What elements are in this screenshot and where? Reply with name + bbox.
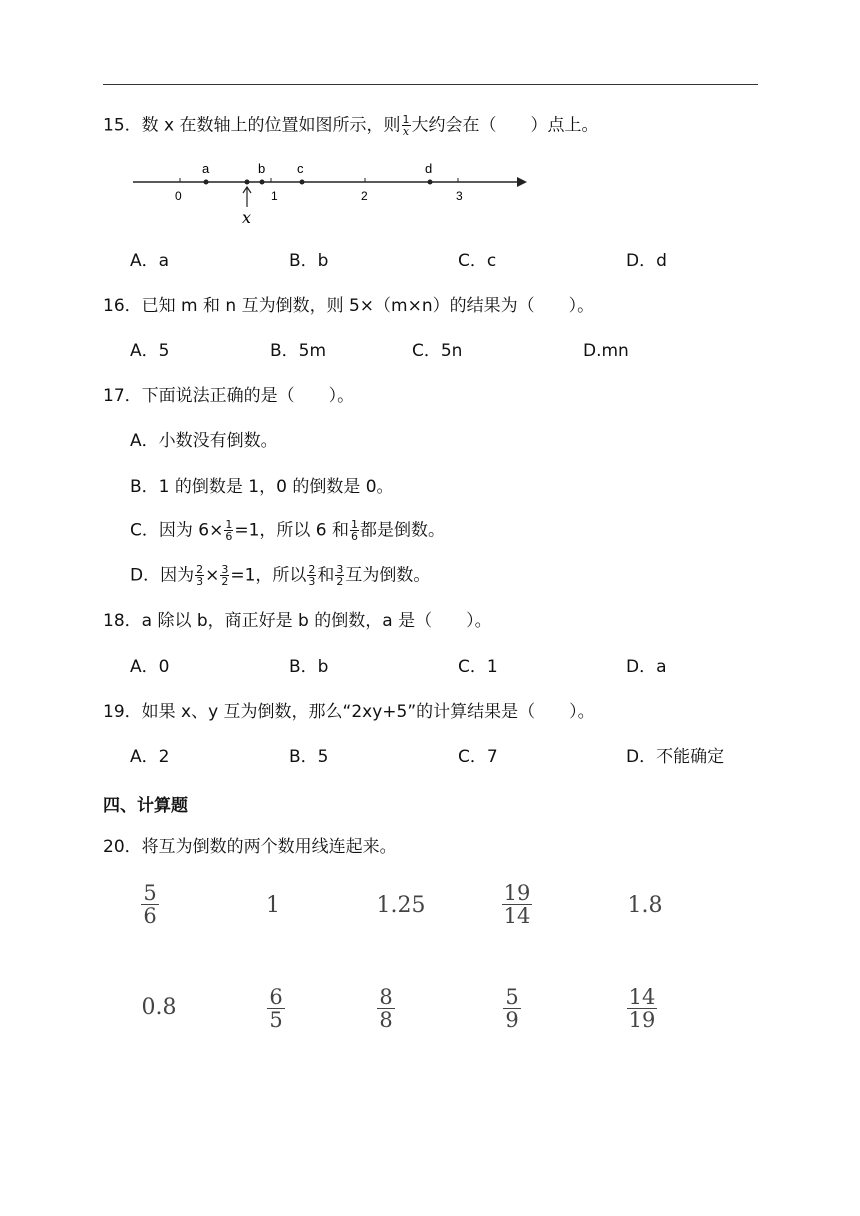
q17-option-c: C．因为 6× $\frac{1}{6}$ =1，所以 6 和 $\frac{1}{6}$ 都是倒数。 <box>130 518 446 543</box>
point-label-d: d <box>425 161 433 176</box>
q15-option-a: A．a <box>130 251 170 271</box>
question-15 <box>103 114 599 137</box>
q15-option-c: C．c <box>458 251 497 271</box>
question-19: 19．如果 x、y 互为倒数，那么“2xy+5”的计算结果是（ ）。 <box>103 702 595 722</box>
question-20: 20．将互为倒数的两个数用线连起来。 <box>103 837 397 857</box>
point-d <box>428 180 433 185</box>
q16-option-a: A．5 <box>130 341 170 361</box>
q18-option-c: C．1 <box>458 657 498 677</box>
match-top-5[interactable]: 1.8 <box>627 893 663 918</box>
match-top-2[interactable]: 1 <box>266 893 280 918</box>
axis-arrow <box>517 177 527 187</box>
match-bottom-2[interactable]: $\frac{6}{5}$ <box>269 985 283 1032</box>
q16-option-c: C．5n <box>412 341 463 361</box>
fraction: $\frac{1}{6}$ <box>225 518 233 543</box>
question-16: 16．已知 m 和 n 互为倒数，则 5×（m×n）的结果为（ ）。 <box>103 296 595 316</box>
fraction: $\frac{3}{2}$ <box>221 563 229 588</box>
q15-prefix: 15．数 x 在数轴上的位置如图所示，则 <box>103 115 401 136</box>
q15-suffix: 大约会在（ ）点上。 <box>411 115 599 136</box>
fraction: $\frac{2}{3}$ <box>308 563 316 588</box>
question-18: 18．a 除以 b，商正好是 b 的倒数，a 是（ ）。 <box>103 611 492 631</box>
q19-option-a: A．2 <box>130 747 170 767</box>
tick-label-3: 3 <box>456 189 463 203</box>
q15-fraction: $\frac{1}{x}$ <box>402 113 410 138</box>
question-17: 17．下面说法正确的是（ ）。 <box>103 386 355 406</box>
header-rule <box>103 84 758 85</box>
x-marker-label: x <box>242 208 252 227</box>
point-label-c: c <box>297 161 304 176</box>
q18-option-b: B．b <box>289 657 329 677</box>
section-heading: 四、计算题 <box>103 796 188 816</box>
point-label-a: a <box>202 161 210 176</box>
tick-label-0: 0 <box>175 189 182 203</box>
q17-option-a: A．小数没有倒数。 <box>130 431 278 451</box>
number-line <box>125 155 535 230</box>
q18-option-a: A．0 <box>130 657 170 677</box>
match-bottom-1[interactable]: 0.8 <box>141 995 177 1020</box>
match-top-3[interactable]: 1.25 <box>376 893 426 918</box>
q15-option-d: D．d <box>626 251 667 271</box>
q18-option-d: D．a <box>626 657 667 677</box>
match-bottom-4[interactable]: $\frac{5}{9}$ <box>505 985 519 1032</box>
point-c <box>300 180 305 185</box>
q15-option-b: B．b <box>289 251 329 271</box>
tick-label-1: 1 <box>271 189 278 203</box>
q16-option-b: B．5m <box>270 341 327 361</box>
point-x <box>245 180 250 185</box>
point-b <box>260 180 265 185</box>
tick-label-2: 2 <box>361 189 368 203</box>
point-label-b: b <box>258 161 266 176</box>
fraction: $\frac{3}{2}$ <box>336 563 344 588</box>
q16-option-d: D.mn <box>583 341 629 361</box>
q19-option-d: D．不能确定 <box>626 747 725 767</box>
q19-option-b: B．5 <box>289 747 329 767</box>
point-a <box>204 180 209 185</box>
match-bottom-3[interactable]: $\frac{8}{8}$ <box>379 985 393 1032</box>
q17-option-b: B．1 的倒数是 1，0 的倒数是 0。 <box>130 477 394 497</box>
fraction: $\frac{1}{6}$ <box>351 518 359 543</box>
q17-option-d: D．因为 $\frac{2}{3}$ × $\frac{3}{2}$ =1，所以 $\frac{2}{3}$ 和 $\frac{3}{2}$ 互为倒数。 <box>130 563 431 588</box>
fraction: $\frac{2}{3}$ <box>196 563 204 588</box>
match-top-1[interactable]: $\frac{5}{6}$ <box>143 881 157 928</box>
match-top-4[interactable]: $\frac{19}{14}$ <box>503 881 531 928</box>
match-bottom-5[interactable]: $\frac{14}{19}$ <box>628 985 656 1032</box>
q19-option-c: C．7 <box>458 747 498 767</box>
